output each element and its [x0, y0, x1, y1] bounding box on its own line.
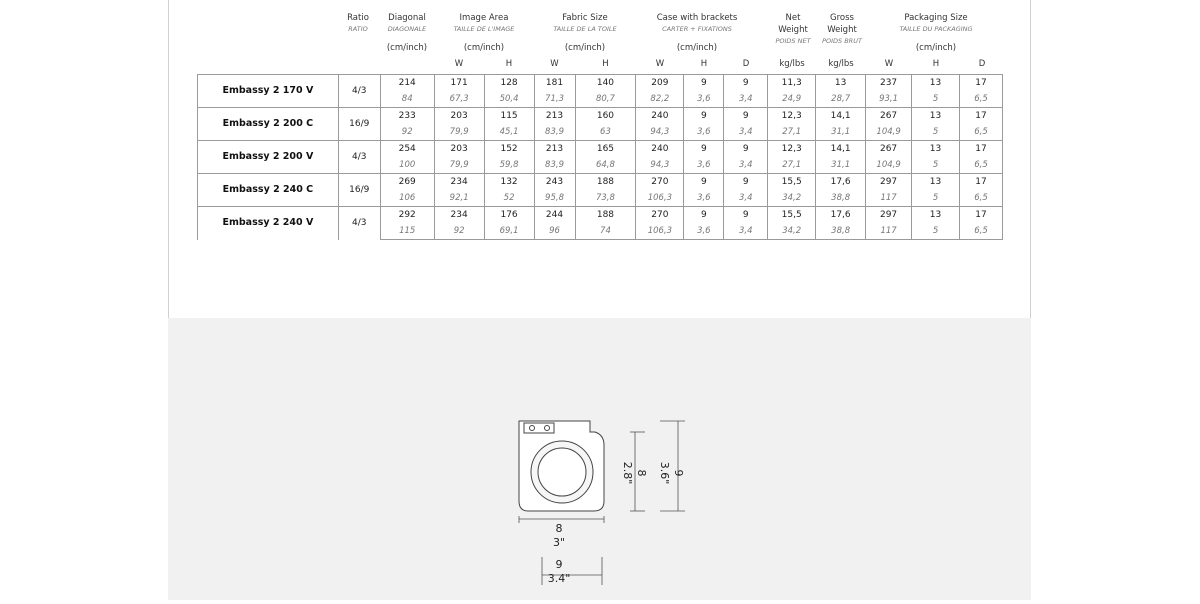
width-inch-label: 3" [552, 536, 566, 549]
imperial-cell: 28,7 [816, 91, 866, 108]
imperial-cell: 6,5 [959, 190, 1002, 207]
width2-cm-label: 9 [555, 558, 563, 571]
col-fabric-w: W [550, 59, 559, 69]
metric-cell: 128 [484, 75, 534, 92]
metric-cell: 214 [380, 75, 434, 92]
ratio-cell: 16/9 [338, 108, 380, 141]
col-pack-d: D [978, 59, 986, 69]
metric-cell: 267 [866, 108, 912, 125]
spec-table [197, 74, 1003, 240]
header-packaging-unit: (cm/inch) [915, 43, 957, 53]
metric-cell: 209 [636, 75, 684, 92]
table-row [198, 207, 1003, 224]
metric-cell: 188 [575, 207, 636, 224]
header-diagonal-unit: (cm/inch) [386, 43, 428, 53]
header-gross-weight [816, 12, 868, 47]
imperial-cell: 92 [380, 124, 434, 141]
width2-inch-label: 3.4" [547, 572, 571, 585]
metric-cell: 213 [534, 108, 575, 125]
imperial-cell: 117 [866, 223, 912, 240]
imperial-cell: 6,5 [959, 91, 1002, 108]
metric-cell: 9 [724, 75, 768, 92]
metric-cell: 9 [724, 207, 768, 224]
imperial-cell: 34,2 [768, 223, 816, 240]
header-ratio-title: Ratio [347, 13, 369, 23]
ratio-cell: 4/3 [338, 207, 380, 240]
metric-cell: 254 [380, 141, 434, 158]
height2-cm-label: 9 [672, 469, 685, 477]
metric-cell: 13 [912, 108, 960, 125]
imperial-cell: 3,4 [724, 157, 768, 174]
metric-cell: 132 [484, 174, 534, 191]
metric-cell: 11,3 [768, 75, 816, 92]
imperial-cell: 5 [912, 223, 960, 240]
imperial-cell: 3,6 [684, 124, 724, 141]
imperial-cell: 27,1 [768, 124, 816, 141]
table-row [198, 75, 1003, 92]
metric-cell: 160 [575, 108, 636, 125]
imperial-cell: 117 [866, 190, 912, 207]
imperial-cell: 31,1 [816, 157, 866, 174]
metric-cell: 203 [434, 141, 484, 158]
imperial-cell: 106 [380, 190, 434, 207]
header-case-unit: (cm/inch) [676, 43, 718, 53]
metric-cell: 233 [380, 108, 434, 125]
metric-cell: 13 [912, 141, 960, 158]
model-name: Embassy 2 240 V [198, 207, 339, 240]
imperial-cell: 38,8 [816, 190, 866, 207]
height-cm-label: 8 [635, 469, 648, 477]
header-case-sub: CARTER + FIXATIONS [662, 25, 732, 33]
imperial-cell: 5 [912, 91, 960, 108]
imperial-cell: 45,1 [484, 124, 534, 141]
imperial-cell: 24,9 [768, 91, 816, 108]
header-net-weight-title1: Net [785, 13, 801, 23]
metric-cell: 240 [636, 141, 684, 158]
imperial-cell: 67,3 [434, 91, 484, 108]
imperial-cell: 82,2 [636, 91, 684, 108]
imperial-cell: 80,7 [575, 91, 636, 108]
imperial-cell: 74 [575, 223, 636, 240]
height-inch-label: 2.8" [621, 461, 634, 485]
metric-cell: 234 [434, 207, 484, 224]
imperial-cell: 64,8 [575, 157, 636, 174]
header-net-weight-sub: POIDS NET [775, 37, 811, 45]
header-net-weight [768, 12, 818, 47]
imperial-cell: 34,2 [768, 190, 816, 207]
imperial-cell: 79,9 [434, 157, 484, 174]
header-ratio-sub: RATIO [348, 25, 368, 33]
metric-cell: 17 [959, 75, 1002, 92]
imperial-cell: 38,8 [816, 223, 866, 240]
imperial-cell: 93,1 [866, 91, 912, 108]
imperial-cell: 95,8 [534, 190, 575, 207]
metric-cell: 13 [912, 174, 960, 191]
imperial-cell: 52 [484, 190, 534, 207]
header-case [636, 12, 758, 53]
table-row [198, 141, 1003, 158]
metric-cell: 13 [912, 207, 960, 224]
case-section-drawing [510, 415, 710, 600]
metric-cell: 17,6 [816, 207, 866, 224]
header-packaging-sub: TAILLE DU PACKAGING [899, 25, 973, 33]
header-net-weight-title2: Weight [778, 25, 808, 35]
header-fabric-size-sub: TAILLE DE LA TOILE [553, 25, 617, 33]
imperial-cell: 94,3 [636, 124, 684, 141]
metric-cell: 14,1 [816, 141, 866, 158]
imperial-cell: 3,6 [684, 91, 724, 108]
metric-cell: 9 [684, 141, 724, 158]
metric-cell: 171 [434, 75, 484, 92]
metric-cell: 188 [575, 174, 636, 191]
header-gross-weight-sub: POIDS BRUT [822, 37, 862, 45]
metric-cell: 15,5 [768, 207, 816, 224]
metric-cell: 17,6 [816, 174, 866, 191]
header-packaging-title: Packaging Size [904, 13, 968, 23]
col-pack-w: W [884, 59, 894, 69]
metric-cell: 243 [534, 174, 575, 191]
header-image-area-sub: TAILLE DE L'IMAGE [453, 25, 515, 33]
metric-cell: 13 [816, 75, 866, 92]
col-fabric-h: H [602, 59, 609, 69]
metric-cell: 203 [434, 108, 484, 125]
imperial-cell: 84 [380, 91, 434, 108]
imperial-cell: 3,4 [724, 190, 768, 207]
imperial-cell: 115 [380, 223, 434, 240]
imperial-cell: 3,4 [724, 124, 768, 141]
imperial-cell: 31,1 [816, 124, 866, 141]
header-gross-weight-title1: Gross [830, 13, 854, 23]
imperial-cell: 59,8 [484, 157, 534, 174]
imperial-cell: 50,4 [484, 91, 534, 108]
imperial-cell: 92 [434, 223, 484, 240]
header-ratio [338, 12, 378, 35]
imperial-cell: 3,6 [684, 157, 724, 174]
header-case-title: Case with brackets [656, 13, 738, 23]
ratio-cell: 16/9 [338, 174, 380, 207]
metric-cell: 176 [484, 207, 534, 224]
imperial-cell: 6,5 [959, 124, 1002, 141]
col-image-h: H [505, 59, 513, 69]
col-image-w: W [454, 59, 464, 69]
imperial-cell: 3,6 [684, 223, 724, 240]
metric-cell: 297 [866, 174, 912, 191]
header-image-area-unit: (cm/inch) [463, 43, 505, 53]
imperial-cell: 79,9 [434, 124, 484, 141]
imperial-cell: 3,4 [724, 91, 768, 108]
imperial-cell: 94,3 [636, 157, 684, 174]
header-image-area [434, 12, 534, 53]
imperial-cell: 106,3 [636, 190, 684, 207]
ratio-cell: 4/3 [338, 141, 380, 174]
header-gross-weight-title2: Weight [827, 25, 857, 35]
imperial-cell: 100 [380, 157, 434, 174]
header-fabric-size-unit: (cm/inch) [564, 43, 606, 53]
metric-cell: 9 [684, 207, 724, 224]
width-cm-label: 8 [555, 522, 563, 535]
metric-cell: 9 [684, 75, 724, 92]
header-fabric-size [534, 12, 636, 53]
header-packaging [868, 12, 1004, 53]
imperial-cell: 3,6 [684, 190, 724, 207]
metric-cell: 140 [575, 75, 636, 92]
header-image-area-title: Image Area [459, 13, 509, 23]
metric-cell: 14,1 [816, 108, 866, 125]
header-diagonal [380, 12, 434, 53]
metric-cell: 181 [534, 75, 575, 92]
imperial-cell: 106,3 [636, 223, 684, 240]
imperial-cell: 6,5 [959, 223, 1002, 240]
imperial-cell: 104,9 [866, 157, 912, 174]
col-case-d: D [742, 59, 750, 69]
imperial-cell: 27,1 [768, 157, 816, 174]
header-fabric-size-title: Fabric Size [562, 13, 608, 23]
header-diagonal-title: Diagonal [388, 13, 426, 23]
metric-cell: 9 [684, 174, 724, 191]
imperial-cell: 92,1 [434, 190, 484, 207]
col-case-w: W [655, 59, 665, 69]
header-diagonal-sub: DIAGONALE [387, 25, 427, 33]
col-net-unit: kg/lbs [779, 59, 805, 69]
imperial-cell: 6,5 [959, 157, 1002, 174]
metric-cell: 270 [636, 207, 684, 224]
imperial-cell: 3,4 [724, 223, 768, 240]
imperial-cell: 63 [575, 124, 636, 141]
metric-cell: 244 [534, 207, 575, 224]
metric-cell: 15,5 [768, 174, 816, 191]
imperial-cell: 5 [912, 124, 960, 141]
metric-cell: 292 [380, 207, 434, 224]
metric-cell: 17 [959, 207, 1002, 224]
case-dimension-diagram [510, 415, 710, 600]
imperial-cell: 96 [534, 223, 575, 240]
metric-cell: 9 [724, 108, 768, 125]
metric-cell: 234 [434, 174, 484, 191]
metric-cell: 12,3 [768, 141, 816, 158]
metric-cell: 9 [724, 174, 768, 191]
metric-cell: 17 [959, 108, 1002, 125]
model-name: Embassy 2 170 V [198, 75, 339, 108]
imperial-cell: 83,9 [534, 124, 575, 141]
metric-cell: 9 [684, 108, 724, 125]
col-case-h: H [700, 59, 708, 69]
metric-cell: 9 [724, 141, 768, 158]
imperial-cell: 69,1 [484, 223, 534, 240]
col-pack-h: H [932, 59, 940, 69]
metric-cell: 267 [866, 141, 912, 158]
imperial-cell: 5 [912, 157, 960, 174]
metric-cell: 12,3 [768, 108, 816, 125]
imperial-cell: 104,9 [866, 124, 912, 141]
model-name: Embassy 2 200 C [198, 108, 339, 141]
metric-cell: 152 [484, 141, 534, 158]
model-name: Embassy 2 200 V [198, 141, 339, 174]
imperial-cell: 71,3 [534, 91, 575, 108]
table-row [198, 108, 1003, 125]
metric-cell: 17 [959, 141, 1002, 158]
model-name: Embassy 2 240 C [198, 174, 339, 207]
table-row [198, 174, 1003, 191]
metric-cell: 17 [959, 174, 1002, 191]
imperial-cell: 5 [912, 190, 960, 207]
metric-cell: 115 [484, 108, 534, 125]
metric-cell: 213 [534, 141, 575, 158]
col-gross-unit: kg/lbs [828, 59, 854, 69]
metric-cell: 240 [636, 108, 684, 125]
height2-inch-label: 3.6" [658, 461, 671, 485]
metric-cell: 165 [575, 141, 636, 158]
metric-cell: 270 [636, 174, 684, 191]
metric-cell: 297 [866, 207, 912, 224]
metric-cell: 237 [866, 75, 912, 92]
metric-cell: 13 [912, 75, 960, 92]
imperial-cell: 73,8 [575, 190, 636, 207]
ratio-cell: 4/3 [338, 75, 380, 108]
imperial-cell: 83,9 [534, 157, 575, 174]
metric-cell: 269 [380, 174, 434, 191]
